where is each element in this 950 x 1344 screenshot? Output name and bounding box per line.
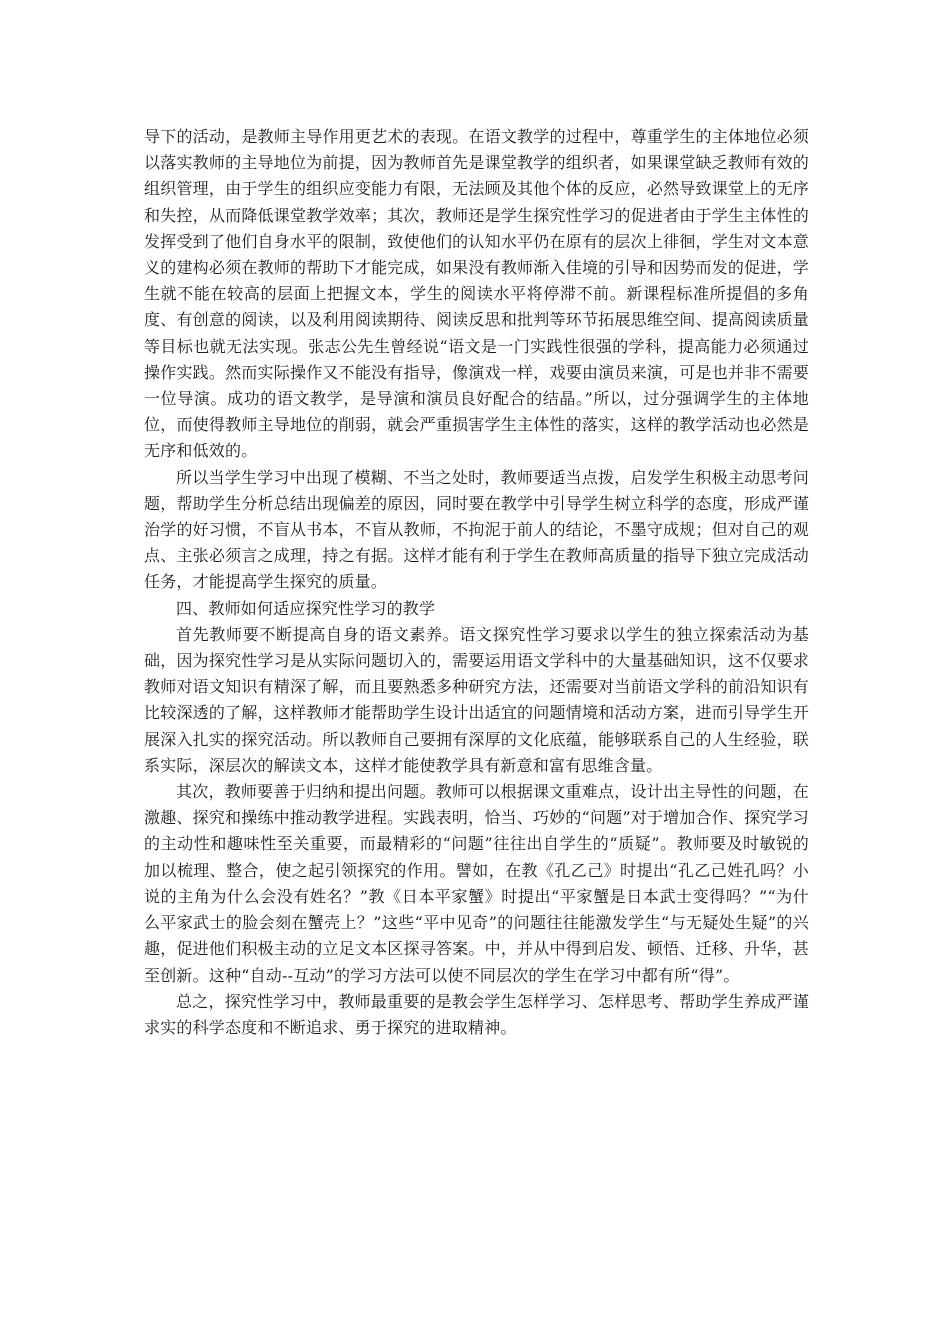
paragraph-teacher-literacy: 首先教师要不断提高自身的语文素养。语文探究性学习要求以学生的独立探索活动为基础，因为探究性学习是从实际问题切入的，需要运用语文学科中的大量基础知识，这不仅要求教师对语文知识有精深了解，而且要熟悉多种研究方法，还需要对当前语文学科的前沿知识有比较深透的了解，这样教师才能帮助学生设计出适宜的问题情境和活动方案，进而引导学生开展深入扎实的探究活动。所以教师自己要拥有深厚的文化底蕴，能够联系自己的人生经验，联系实际，深层次的解读文本，这样才能使教学具有新意和富有思维含量。 — [144, 624, 809, 775]
paragraph-conclusion: 总之，探究性学习中，教师最重要的是教会学生怎样学习、怎样思考、帮助学生养成严谨求实的科学态度和不断追求、勇于探究的进取精神。 — [144, 991, 809, 1037]
paragraph-continuation: 导下的活动，是教师主导作用更艺术的表现。在语文教学的过程中，尊重学生的主体地位必须以落实教师的主导地位为前提，因为教师首先是课堂教学的组织者，如果课堂缺乏教师有效的组织管理，由于学生的组织应变能力有限，无法顾及其他个体的反应，必然导致课堂上的无序和失控，从而降低课堂教学效率；其次，教师还是学生探究性学习的促进者由于学生主体性的发挥受到了他们自身水平的限制，致使他们的认知水平仍在原有的层次上徘徊，学生对文本意义的建构必须在教师的帮助下才能完成，如果没有教师渐入佳境的引导和因势而发的促进，学生就不能在较高的层面上把握文本，学生的阅读水平将停滞不前。新课程标准所提倡的多角度、有创意的阅读，以及利用阅读期待、阅读反思和批判等环节拓展思维空间、提高阅读质量等目标也就无法实现。张志公先生曾经说“语文是一门实践性很强的学科，提高能力必须通过操作实践。然而实际操作又不能没有指导，像演戏一样，戏要由演员来演，可是也并非不需要一位导演。成功的语文教学，是导演和演员良好配合的结晶。”所以，过分强调学生的主体地位，而使得教师主导地位的削弱，就会严重损害学生主体性的落实，这样的教学活动也必然是无序和低效的。 — [144, 127, 809, 461]
paragraph-asking-questions: 其次，教师要善于归纳和提出问题。教师可以根据课文重难点，设计出主导性的问题，在激趣、探究和操练中推动教学进程。实践表明，恰当、巧妙的“问题”对于增加合作、探究学习的主动性和趣味性至关重要，而最精彩的“问题”往往出自学生的“质疑”。教师要及时敏锐的加以梳理、整合，使之起引领探究的作用。譬如，在教《孔乙己》时提出“孔乙己姓孔吗？小说的主角为什么会没有姓名？”教《日本平家蟹》时提出“平家蟹是日本武士变得吗？”“为什么平家武士的脸会刻在蟹壳上？”这些“平中见奇”的问题往往能激发学生“与无疑处生疑”的兴趣，促进他们积极主动的立足文本区探寻答案。中，并从中得到启发、顿悟、迁移、升华，甚至创新。这种“自动--互动”的学习方法可以使不同层次的学生在学习中都有所“得”。 — [144, 782, 809, 985]
section-heading: 四、教师如何适应探究性学习的教学 — [176, 598, 436, 618]
document-body — [144, 124, 809, 1041]
paragraph-guidance: 所以当学生学习中出现了模糊、不当之处时，教师要适当点拨，启发学生积极主动思考问题，帮助学生分析总结出现偏差的原因，同时要在教学中引导学生树立科学的态度，形成严谨治学的好习惯，不盲从书本，不盲从教师，不拘泥于前人的结论，不墨守成规；但对自己的观点、主张必须言之成理，持之有据。这样才能有利于学生在教师高质量的指导下独立完成活动任务，才能提高学生探究的质量。 — [144, 467, 809, 592]
